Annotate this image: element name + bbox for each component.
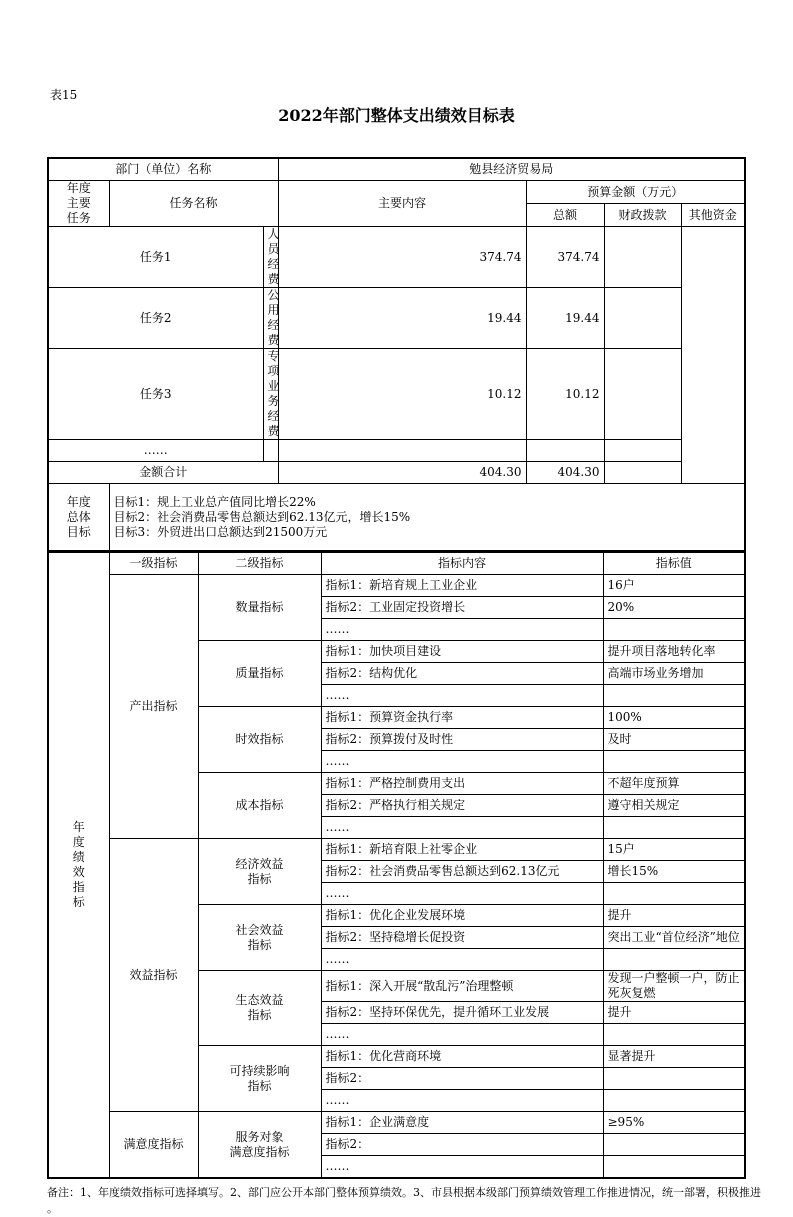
task-name: …… [48,440,263,462]
indicator-content: …… [321,685,603,707]
indicator-value: 15户 [603,839,745,861]
sum-label: 金额合计 [48,462,278,484]
dept-value: 勉县经济贸易局 [278,158,745,181]
task-total: 10.12 [278,349,526,440]
indicator-content: 指标2： [321,1134,603,1156]
table-number: 表15 [50,88,78,102]
indicator-content: 指标1：企业满意度 [321,1112,603,1134]
indicator-value [603,1024,745,1046]
indicator-value [603,751,745,773]
indicator-content: 指标2：预算拨付及时性 [321,729,603,751]
indicator-value [603,619,745,641]
indicator-value: 16户 [603,575,745,597]
header-task-name: 任务名称 [109,181,278,227]
task-total [278,440,526,462]
sum-fiscal: 404.30 [526,462,604,484]
indicator-content: 指标1：新培育限上社零企业 [321,839,603,861]
indicator-content: 指标2：坚持稳增长促投资 [321,927,603,949]
task-other [604,288,681,349]
level1-indicator: 产出指标 [109,575,198,839]
indicator-content: 指标1：优化营商环境 [321,1046,603,1068]
level2-indicator: 可持续影响 指标 [198,1046,321,1112]
indicator-content: 指标1：严格控制费用支出 [321,773,603,795]
indicator-content: …… [321,949,603,971]
header-other: 其他资金 [681,204,745,227]
task-row [48,349,745,440]
level2-indicator: 质量指标 [198,641,321,707]
sum-other [604,462,681,484]
indicator-content: …… [321,751,603,773]
indicator-content: 指标1：新培育规上工业企业 [321,575,603,597]
indicator-value [603,1068,745,1090]
indicator-value [603,1156,745,1179]
level2-indicator: 成本指标 [198,773,321,839]
indicator-content: …… [321,619,603,641]
indicator-value: 显著提升 [603,1046,745,1068]
task-row [48,440,745,462]
level1-indicator: 满意度指标 [109,1112,198,1179]
indicator-value: ≥95% [603,1112,745,1134]
level1-indicator: 效益指标 [109,839,198,1112]
task-fiscal: 10.12 [526,349,604,440]
indicator-row [48,839,745,861]
header-indicator-content: 指标内容 [321,553,603,575]
goals-row [48,484,745,552]
level2-indicator: 时效指标 [198,707,321,773]
task-total: 374.74 [278,227,526,288]
indicator-value: 高端市场业务增加 [603,663,745,685]
header-budget: 预算金额（万元） [526,181,745,204]
indicator-value: 突出工业“首位经济”地位 [603,927,745,949]
goal-item: 目标1：规上工业总产值同比增长22% [113,494,316,509]
level2-indicator: 生态效益 指标 [198,971,321,1046]
header-indicator-value: 指标值 [603,553,745,575]
budget-table [47,157,746,552]
goal-item: 目标2：社会消费品零售总额达到62.13亿元，增长15% [113,509,411,524]
indicator-content: 指标2：坚持环保优先，提升循环工业发展 [321,1002,603,1024]
indicator-row [48,575,745,597]
indicator-value: 发现一户整顿一户，防止死灰复燃 [603,971,745,1002]
indicator-content: 指标2：结构优化 [321,663,603,685]
indicator-value [603,1134,745,1156]
indicator-content: 指标2：工业固定投资增长 [321,597,603,619]
indicator-content: …… [321,1024,603,1046]
indicator-value: 提升 [603,905,745,927]
indicator-content: …… [321,1156,603,1179]
sum-row [48,462,745,484]
task-content: 专项业务经费 [263,349,278,440]
indicator-value: 不超年度预算 [603,773,745,795]
header-fiscal: 财政拨款 [604,204,681,227]
indicator-value: 20% [603,597,745,619]
task-row [48,227,745,288]
goal-item: 目标3：外贸进出口总额达到21500万元 [113,524,328,539]
tasks-section-label: 年度 主要 任务 [48,181,109,227]
indicator-content: 指标2：严格执行相关规定 [321,795,603,817]
task-fiscal: 374.74 [526,227,604,288]
indicator-value [603,883,745,905]
footnote: 备注：1、年度绩效指标可选择填写。2、部门应公开本部门整体预算绩效。3、市县根据本级部门预算绩效管理工作推进情况，统一部署，积极推进 [47,1186,761,1199]
header-total: 总额 [526,204,604,227]
indicator-content: 指标1：优化企业发展环境 [321,905,603,927]
task-name: 任务1 [48,227,263,288]
indicator-content: …… [321,817,603,839]
level2-indicator: 数量指标 [198,575,321,641]
task-other [604,440,681,462]
task-content: 人员经费 [263,227,278,288]
indicator-value: 及时 [603,729,745,751]
page-title: 2022年部门整体支出绩效目标表 [278,106,515,125]
level2-indicator: 社会效益 指标 [198,905,321,971]
indicator-content: 指标1：深入开展“散乱污”治理整顿 [321,971,603,1002]
task-other [604,227,681,288]
indicator-content: 指标2：社会消费品零售总额达到62.13亿元 [321,861,603,883]
task-content: 公用经费 [263,288,278,349]
indicator-content: 指标2： [321,1068,603,1090]
perf-section-label: 年 度 绩 效 指 标 [48,553,109,1179]
task-content [263,440,278,462]
dept-label: 部门（单位）名称 [48,158,278,181]
footnote-end: 。 [47,1202,58,1215]
indicator-value: 遵守相关规定 [603,795,745,817]
indicator-content: …… [321,1090,603,1112]
indicator-value: 增长15% [603,861,745,883]
dept-row [48,158,745,181]
indicator-value: 提升项目落地转化率 [603,641,745,663]
document-body [47,157,761,1217]
header-level2: 二级指标 [198,553,321,575]
header-main-content: 主要内容 [278,181,526,227]
indicator-content: 指标1：加快项目建设 [321,641,603,663]
header-level1: 一级指标 [109,553,198,575]
indicator-value [603,949,745,971]
task-row [48,288,745,349]
indicator-value [603,817,745,839]
goals-section-label: 年度 总体 目标 [48,484,109,552]
task-fiscal [526,440,604,462]
indicator-value [603,685,745,707]
task-name: 任务3 [48,349,263,440]
task-total: 19.44 [278,288,526,349]
indicator-row [48,1112,745,1134]
task-name: 任务2 [48,288,263,349]
level2-indicator: 服务对象 满意度指标 [198,1112,321,1179]
indicator-value: 提升 [603,1002,745,1024]
task-fiscal: 19.44 [526,288,604,349]
performance-table [47,552,746,1179]
goals-content [109,484,745,552]
sum-total: 404.30 [278,462,526,484]
indicator-value: 100% [603,707,745,729]
indicator-content: …… [321,883,603,905]
indicator-content: 指标1：预算资金执行率 [321,707,603,729]
indicator-value [603,1090,745,1112]
task-other [604,349,681,440]
level2-indicator: 经济效益 指标 [198,839,321,905]
